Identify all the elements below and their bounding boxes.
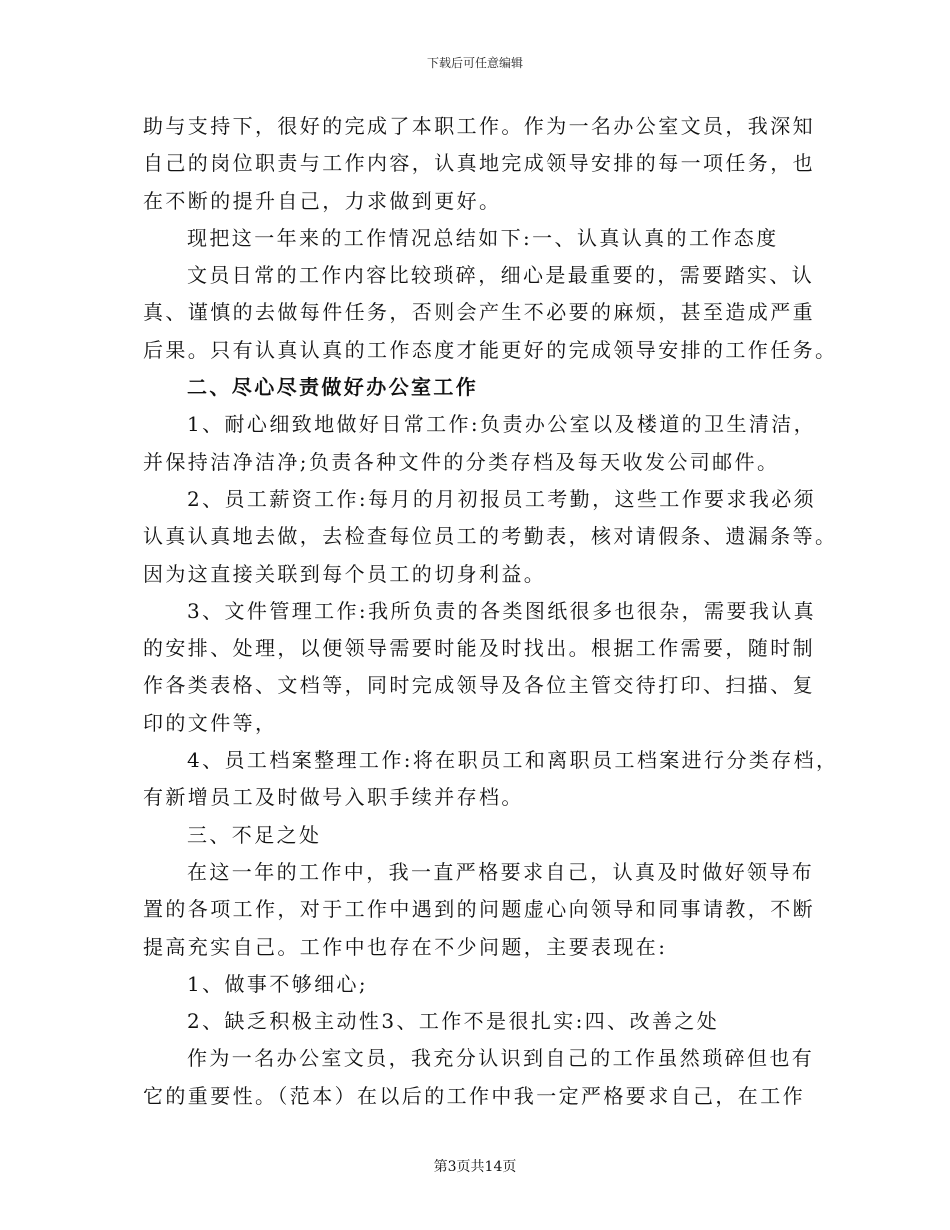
page-footer-number: 第3页共14页 xyxy=(433,1159,517,1175)
document-body xyxy=(143,108,839,1115)
paragraph-line: 在不断的提升自己，力求做到更好。 xyxy=(143,188,502,213)
paragraph-line: 三、不足之处 xyxy=(187,822,322,847)
paragraph-line: 真、谨慎的去做每件任务，否则会产生不必要的麻烦，甚至造成严重 xyxy=(143,300,815,325)
paragraph-line: 作各类表格、文档等，同时完成领导及各位主管交待打印、扫描、复 xyxy=(143,673,815,698)
paragraph-line: 的安排、处理，以便领导需要时能及时找出。根据工作需要，随时制 xyxy=(143,636,815,661)
paragraph-line: 2、缺乏积极主动性3、工作不是很扎实:四、改善之处 xyxy=(187,1009,720,1034)
paragraph-line: 作为一名办公室文员，我充分认识到自己的工作虽然琐碎但也有 xyxy=(187,1046,815,1071)
paragraph-line: 置的各项工作，对于工作中遇到的问题虚心向领导和同事请教，不断 xyxy=(143,897,815,922)
paragraph-line: 后果。只有认真认真的工作态度才能更好的完成领导安排的工作任务。 xyxy=(143,337,838,362)
paragraph-line: 有新增员工及时做号入职手续并存档。 xyxy=(143,785,524,810)
paragraph-line: 3、文件管理工作:我所负责的各类图纸很多也很杂，需要我认真 xyxy=(187,598,817,623)
paragraph-line: 印的文件等， xyxy=(143,710,278,735)
page-header-note: 下载后可任意编辑 xyxy=(426,56,523,70)
paragraph-line: 因为这直接关联到每个员工的切身利益。 xyxy=(143,561,547,586)
paragraph-line: 认真认真地去做，去检查每位员工的考勤表，核对请假条、遗漏条等。 xyxy=(143,524,838,549)
paragraph-line: 现把这一年来的工作情况总结如下:一、认真认真的工作态度 xyxy=(187,225,779,250)
paragraph-line: 助与支持下，很好的完成了本职工作。作为一名办公室文员，我深知 xyxy=(143,114,815,138)
paragraph-line: 2、员工薪资工作:每月的月初报员工考勤，这些工作要求我必须 xyxy=(187,486,817,511)
paragraph-line: 在这一年的工作中，我一直严格要求自己，认真及时做好领导布 xyxy=(187,859,815,884)
paragraph-line: 1、做事不够细心; xyxy=(187,971,369,996)
paragraph-line: 它的重要性。（范本）在以后的工作中我一定严格要求自己，在工作 xyxy=(143,1083,805,1108)
paragraph-line: 自己的岗位职责与工作内容，认真地完成领导安排的每一项任务，也 xyxy=(143,151,815,176)
paragraph-line: 并保持洁净洁净;负责各种文件的分类存档及每天收发公司邮件。 xyxy=(143,449,780,474)
section-heading: 二、尽心尽责做好办公室工作 xyxy=(187,375,479,400)
paragraph-line: 提高充实自己。工作中也存在不少问题，主要表现在: xyxy=(143,934,668,959)
paragraph-line: 文员日常的工作内容比较琐碎，细心是最重要的，需要踏实、认 xyxy=(187,263,815,288)
paragraph-line: 1、耐心细致地做好日常工作:负责办公室以及楼道的卫生清洁， xyxy=(187,412,817,437)
paragraph-line: 4、员工档案整理工作:将在职员工和离职员工档案进行分类存档， xyxy=(187,748,839,773)
